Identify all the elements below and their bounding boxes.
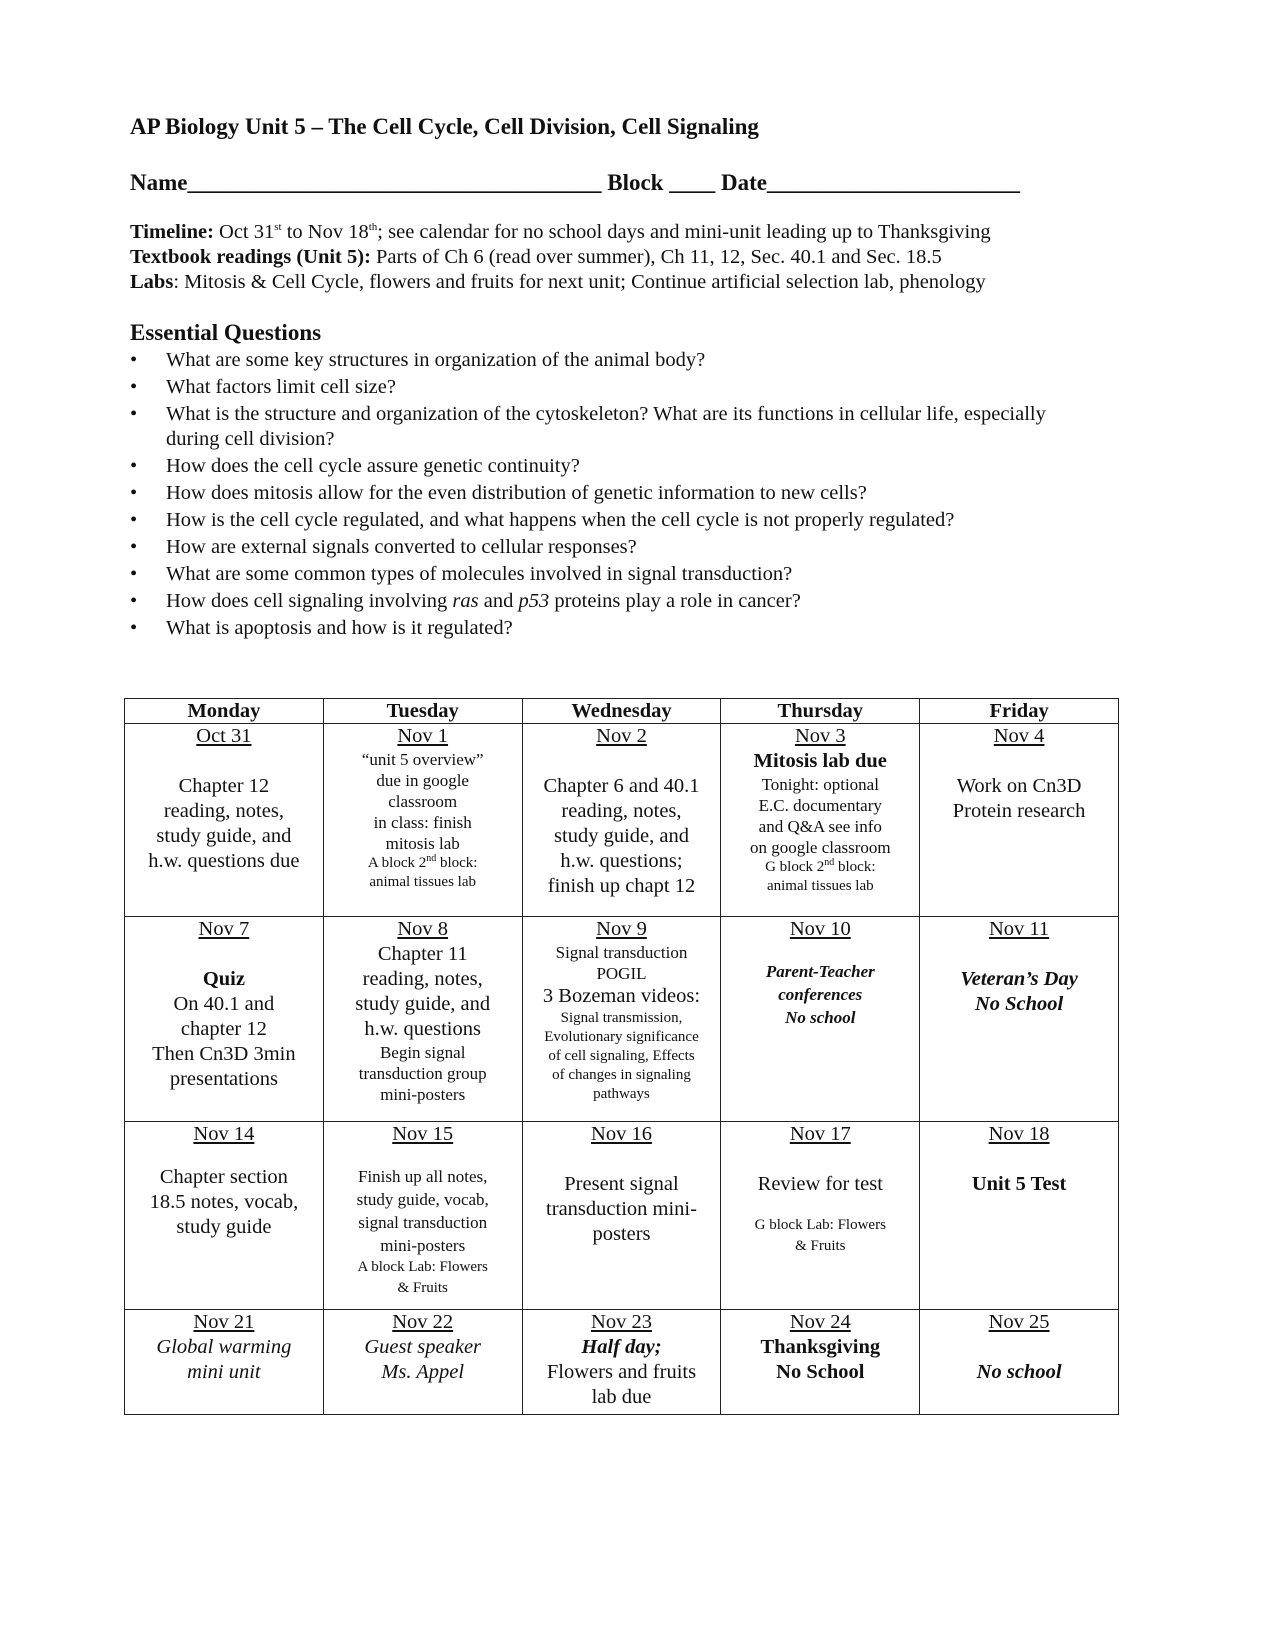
day-text: presentations: [169, 1068, 278, 1090]
calendar-day-cell: [323, 1122, 522, 1310]
day-header-monday: Monday: [125, 699, 324, 724]
block-label: Block: [607, 170, 664, 195]
day-text: 18.5 notes, vocab,: [149, 1191, 299, 1213]
day-text: Tonight: optional: [761, 775, 879, 794]
page-title: AP Biology Unit 5 – The Cell Cycle, Cell Division, Cell Signaling: [130, 114, 759, 139]
day-text: mini-posters: [380, 1236, 466, 1255]
calendar-week-row: [125, 1310, 1119, 1415]
day-text: h.w. questions;: [560, 850, 683, 872]
calendar-day-cell: [920, 917, 1119, 1122]
day-text: reading, notes,: [362, 968, 483, 990]
day-highlight: Quiz: [202, 968, 245, 990]
day-text: mini-posters: [380, 1085, 466, 1104]
day-text: reading, notes,: [561, 800, 682, 822]
name-label: Name: [130, 170, 188, 195]
question-item: • How is the cell cycle regulated, and what happens when the cell cycle is not properly regulated?: [130, 508, 1090, 533]
day-text: On 40.1 and: [173, 993, 275, 1015]
day-date: Oct 31: [196, 725, 252, 747]
essential-questions-list: [130, 348, 1090, 641]
timeline-start-sup: st: [274, 221, 282, 234]
day-text: signal transduction: [358, 1213, 488, 1232]
day-date: Nov 23: [591, 1311, 652, 1333]
calendar-day-cell: [721, 917, 920, 1122]
timeline-end: to Nov 18: [281, 221, 369, 243]
timeline-end-sup: th: [368, 221, 378, 234]
readings-line: [130, 245, 1090, 270]
calendar-day-cell: [522, 917, 721, 1122]
unit-info: [130, 220, 1090, 295]
day-text: study guide: [176, 1216, 272, 1238]
day-date: Nov 15: [392, 1123, 454, 1145]
ras-term: ras: [452, 590, 479, 612]
calendar-day-cell: [323, 917, 522, 1122]
day-text: in class: finish: [373, 813, 472, 832]
day-date: Nov 2: [596, 725, 647, 747]
note-sup: nd: [426, 853, 437, 864]
day-date: Nov 17: [789, 1123, 851, 1145]
day-note: of cell signaling, Effects: [548, 1048, 695, 1064]
calendar-day-cell: [522, 1122, 721, 1310]
question-item: • How does the cell cycle assure genetic continuity?: [130, 454, 1090, 479]
day-text: finish up chapt 12: [547, 875, 696, 897]
day-highlight: No School: [776, 1361, 865, 1383]
day-highlight: No school: [785, 1008, 856, 1027]
day-text: posters: [592, 1223, 651, 1245]
block-field[interactable]: ____: [669, 170, 716, 195]
day-note: A block Lab: Flowers: [357, 1259, 488, 1275]
day-text: due in google: [376, 771, 469, 790]
day-date: Nov 9: [596, 918, 647, 940]
calendar-week-row: [125, 1122, 1119, 1310]
calendar-day-cell: [920, 1122, 1119, 1310]
day-date: Nov 16: [591, 1123, 652, 1145]
note-text: block:: [834, 859, 876, 875]
day-text: Begin signal: [379, 1043, 466, 1062]
day-text: transduction group: [358, 1064, 487, 1083]
day-text: Chapter 12: [178, 775, 270, 797]
calendar-day-cell: [522, 724, 721, 917]
calendar-day-cell: [323, 1310, 522, 1415]
day-highlight: Mitosis lab due: [753, 750, 887, 772]
date-label: Date: [720, 170, 767, 195]
unit-calendar: [124, 698, 1119, 1415]
day-text: Signal transduction: [555, 943, 688, 962]
timeline-label: Timeline:: [130, 221, 214, 243]
question-item: • What are some key structures in organization of the animal body?: [130, 348, 1090, 373]
calendar-day-cell: [323, 724, 522, 917]
calendar-day-cell: [125, 917, 324, 1122]
day-text: Present signal: [564, 1173, 679, 1195]
day-date: Nov 1: [397, 725, 449, 747]
day-date: Nov 10: [789, 918, 851, 940]
day-note: & Fruits: [397, 1280, 448, 1296]
day-header-friday: Friday: [920, 699, 1119, 724]
timeline-rest: ; see calendar for no school days and mini-unit leading up to Thanksgiving: [377, 221, 991, 243]
day-date: Nov 25: [988, 1311, 1050, 1333]
day-highlight: Parent-Teacher: [765, 962, 875, 981]
calendar-day-cell: [721, 724, 920, 917]
day-note: G block Lab: Flowers: [754, 1217, 886, 1233]
header-fields: [130, 168, 1090, 198]
day-text: POGIL: [596, 964, 647, 983]
day-note: [724, 858, 916, 877]
day-text: Guest speaker: [364, 1336, 482, 1358]
timeline-line: [130, 220, 1090, 245]
day-text: lab due: [591, 1386, 652, 1408]
question-text: How does cell signaling involving: [166, 590, 453, 612]
day-date: Nov 24: [789, 1311, 851, 1333]
day-note: Signal transmission,: [560, 1010, 683, 1026]
day-text: Chapter 6 and 40.1: [543, 775, 700, 797]
day-text: chapter 12: [180, 1018, 267, 1040]
labs-label: Labs: [130, 271, 174, 293]
day-text: mitosis lab: [385, 834, 460, 853]
day-highlight: Veteran’s Day: [960, 968, 1078, 990]
day-text: Chapter section: [159, 1166, 288, 1188]
day-date: Nov 22: [392, 1311, 454, 1333]
day-note: of changes in signaling: [552, 1067, 691, 1083]
question-item: • How does mitosis allow for the even distribution of genetic information to new cells?: [130, 481, 1090, 506]
day-date: Nov 11: [989, 918, 1050, 940]
day-text: and Q&A see info: [758, 817, 882, 836]
day-text: study guide, and: [156, 825, 292, 847]
calendar-day-cell: [920, 724, 1119, 917]
day-highlight: Half day;: [581, 1336, 662, 1358]
document-page: [130, 112, 1090, 643]
day-text: reading, notes,: [163, 800, 284, 822]
day-date: Nov 4: [993, 725, 1045, 747]
day-text: classroom: [388, 792, 458, 811]
calendar-day-cell: [522, 1310, 721, 1415]
day-text: study guide, and: [554, 825, 689, 847]
question-item: • What is apoptosis and how is it regulated?: [130, 616, 1090, 641]
day-text: Protein research: [952, 800, 1086, 822]
question-item: [130, 589, 1090, 614]
question-item: • What factors limit cell size?: [130, 375, 1090, 400]
calendar-day-cell: [721, 1122, 920, 1310]
day-date: Nov 21: [193, 1311, 255, 1333]
day-date: Nov 8: [397, 918, 449, 940]
day-text: Chapter 11: [377, 943, 468, 965]
day-text: Finish up all notes,: [357, 1167, 488, 1186]
readings-label: Textbook readings (Unit 5):: [130, 246, 371, 268]
question-item: • What is the structure and organization of the cytoskeleton? What are its functions in cellular life, especially during cell division?: [130, 402, 1090, 452]
day-text: h.w. questions due: [148, 850, 300, 872]
labs-line: [130, 270, 1090, 295]
note-text: block:: [436, 855, 478, 871]
calendar-header-row: [125, 699, 1119, 724]
note-sup: nd: [824, 857, 835, 868]
day-highlight: No School: [974, 993, 1064, 1015]
day-highlight: No school: [976, 1361, 1062, 1383]
day-text: E.C. documentary: [758, 796, 882, 815]
day-highlight: Thanksgiving: [760, 1336, 881, 1358]
question-text: proteins play a role in cancer?: [549, 590, 801, 612]
day-text: study guide, and: [355, 993, 491, 1015]
day-note: [327, 854, 519, 873]
calendar-day-cell: [920, 1310, 1119, 1415]
day-text: Ms. Appel: [381, 1361, 465, 1383]
day-text: Work on Cn3D: [956, 775, 1082, 797]
calendar-day-cell: [125, 724, 324, 917]
question-item: • What are some common types of molecules involved in signal transduction?: [130, 562, 1090, 587]
day-text: mini unit: [187, 1361, 261, 1383]
calendar-week-row: [125, 917, 1119, 1122]
day-header-thursday: Thursday: [721, 699, 920, 724]
day-text: h.w. questions: [364, 1018, 481, 1040]
date-field[interactable]: ______________________: [766, 170, 1020, 195]
day-header-wednesday: Wednesday: [522, 699, 721, 724]
note-text: G block 2: [765, 859, 825, 875]
question-text: and: [478, 590, 519, 612]
day-text: “unit 5 overview”: [361, 750, 484, 769]
calendar-day-cell: [125, 1310, 324, 1415]
day-note: Evolutionary significance: [544, 1029, 699, 1045]
day-text: Flowers and fruits: [546, 1361, 697, 1383]
day-text: 3 Bozeman videos:: [542, 985, 701, 1007]
day-text: Then Cn3D 3min: [152, 1043, 296, 1065]
day-highlight: conferences: [778, 985, 863, 1004]
essential-questions-heading: Essential Questions: [130, 320, 322, 345]
day-note: animal tissues lab: [369, 874, 477, 890]
day-note: & Fruits: [795, 1238, 846, 1254]
day-highlight: Unit 5 Test: [971, 1173, 1067, 1195]
readings-text: Parts of Ch 6 (read over summer), Ch 11, 12, Sec. 40.1 and Sec. 18.5: [370, 246, 942, 268]
question-item: • How are external signals converted to cellular responses?: [130, 535, 1090, 560]
note-text: A block 2: [367, 855, 427, 871]
labs-text: : Mitosis & Cell Cycle, flowers and fruits for next unit; Continue artificial selection lab, phenology: [173, 271, 986, 293]
day-note: animal tissues lab: [766, 878, 874, 894]
day-date: Nov 14: [193, 1123, 255, 1145]
day-text: study guide, vocab,: [356, 1190, 489, 1209]
name-field[interactable]: ____________________________________: [187, 170, 602, 195]
day-text: on google classroom: [749, 838, 891, 857]
day-note: pathways: [593, 1086, 650, 1102]
calendar-day-cell: [125, 1122, 324, 1310]
day-text: transduction mini-: [546, 1198, 697, 1220]
day-text: Review for test: [757, 1173, 883, 1195]
day-header-tuesday: Tuesday: [323, 699, 522, 724]
day-text: Global warming: [156, 1336, 292, 1358]
timeline-start: Oct 31: [219, 221, 275, 243]
p53-term: p53: [518, 590, 550, 612]
day-date: Nov 3: [794, 725, 846, 747]
day-date: Nov 18: [988, 1123, 1050, 1145]
calendar-week-row: [125, 724, 1119, 917]
day-date: Nov 7: [198, 918, 250, 940]
calendar-day-cell: [721, 1310, 920, 1415]
